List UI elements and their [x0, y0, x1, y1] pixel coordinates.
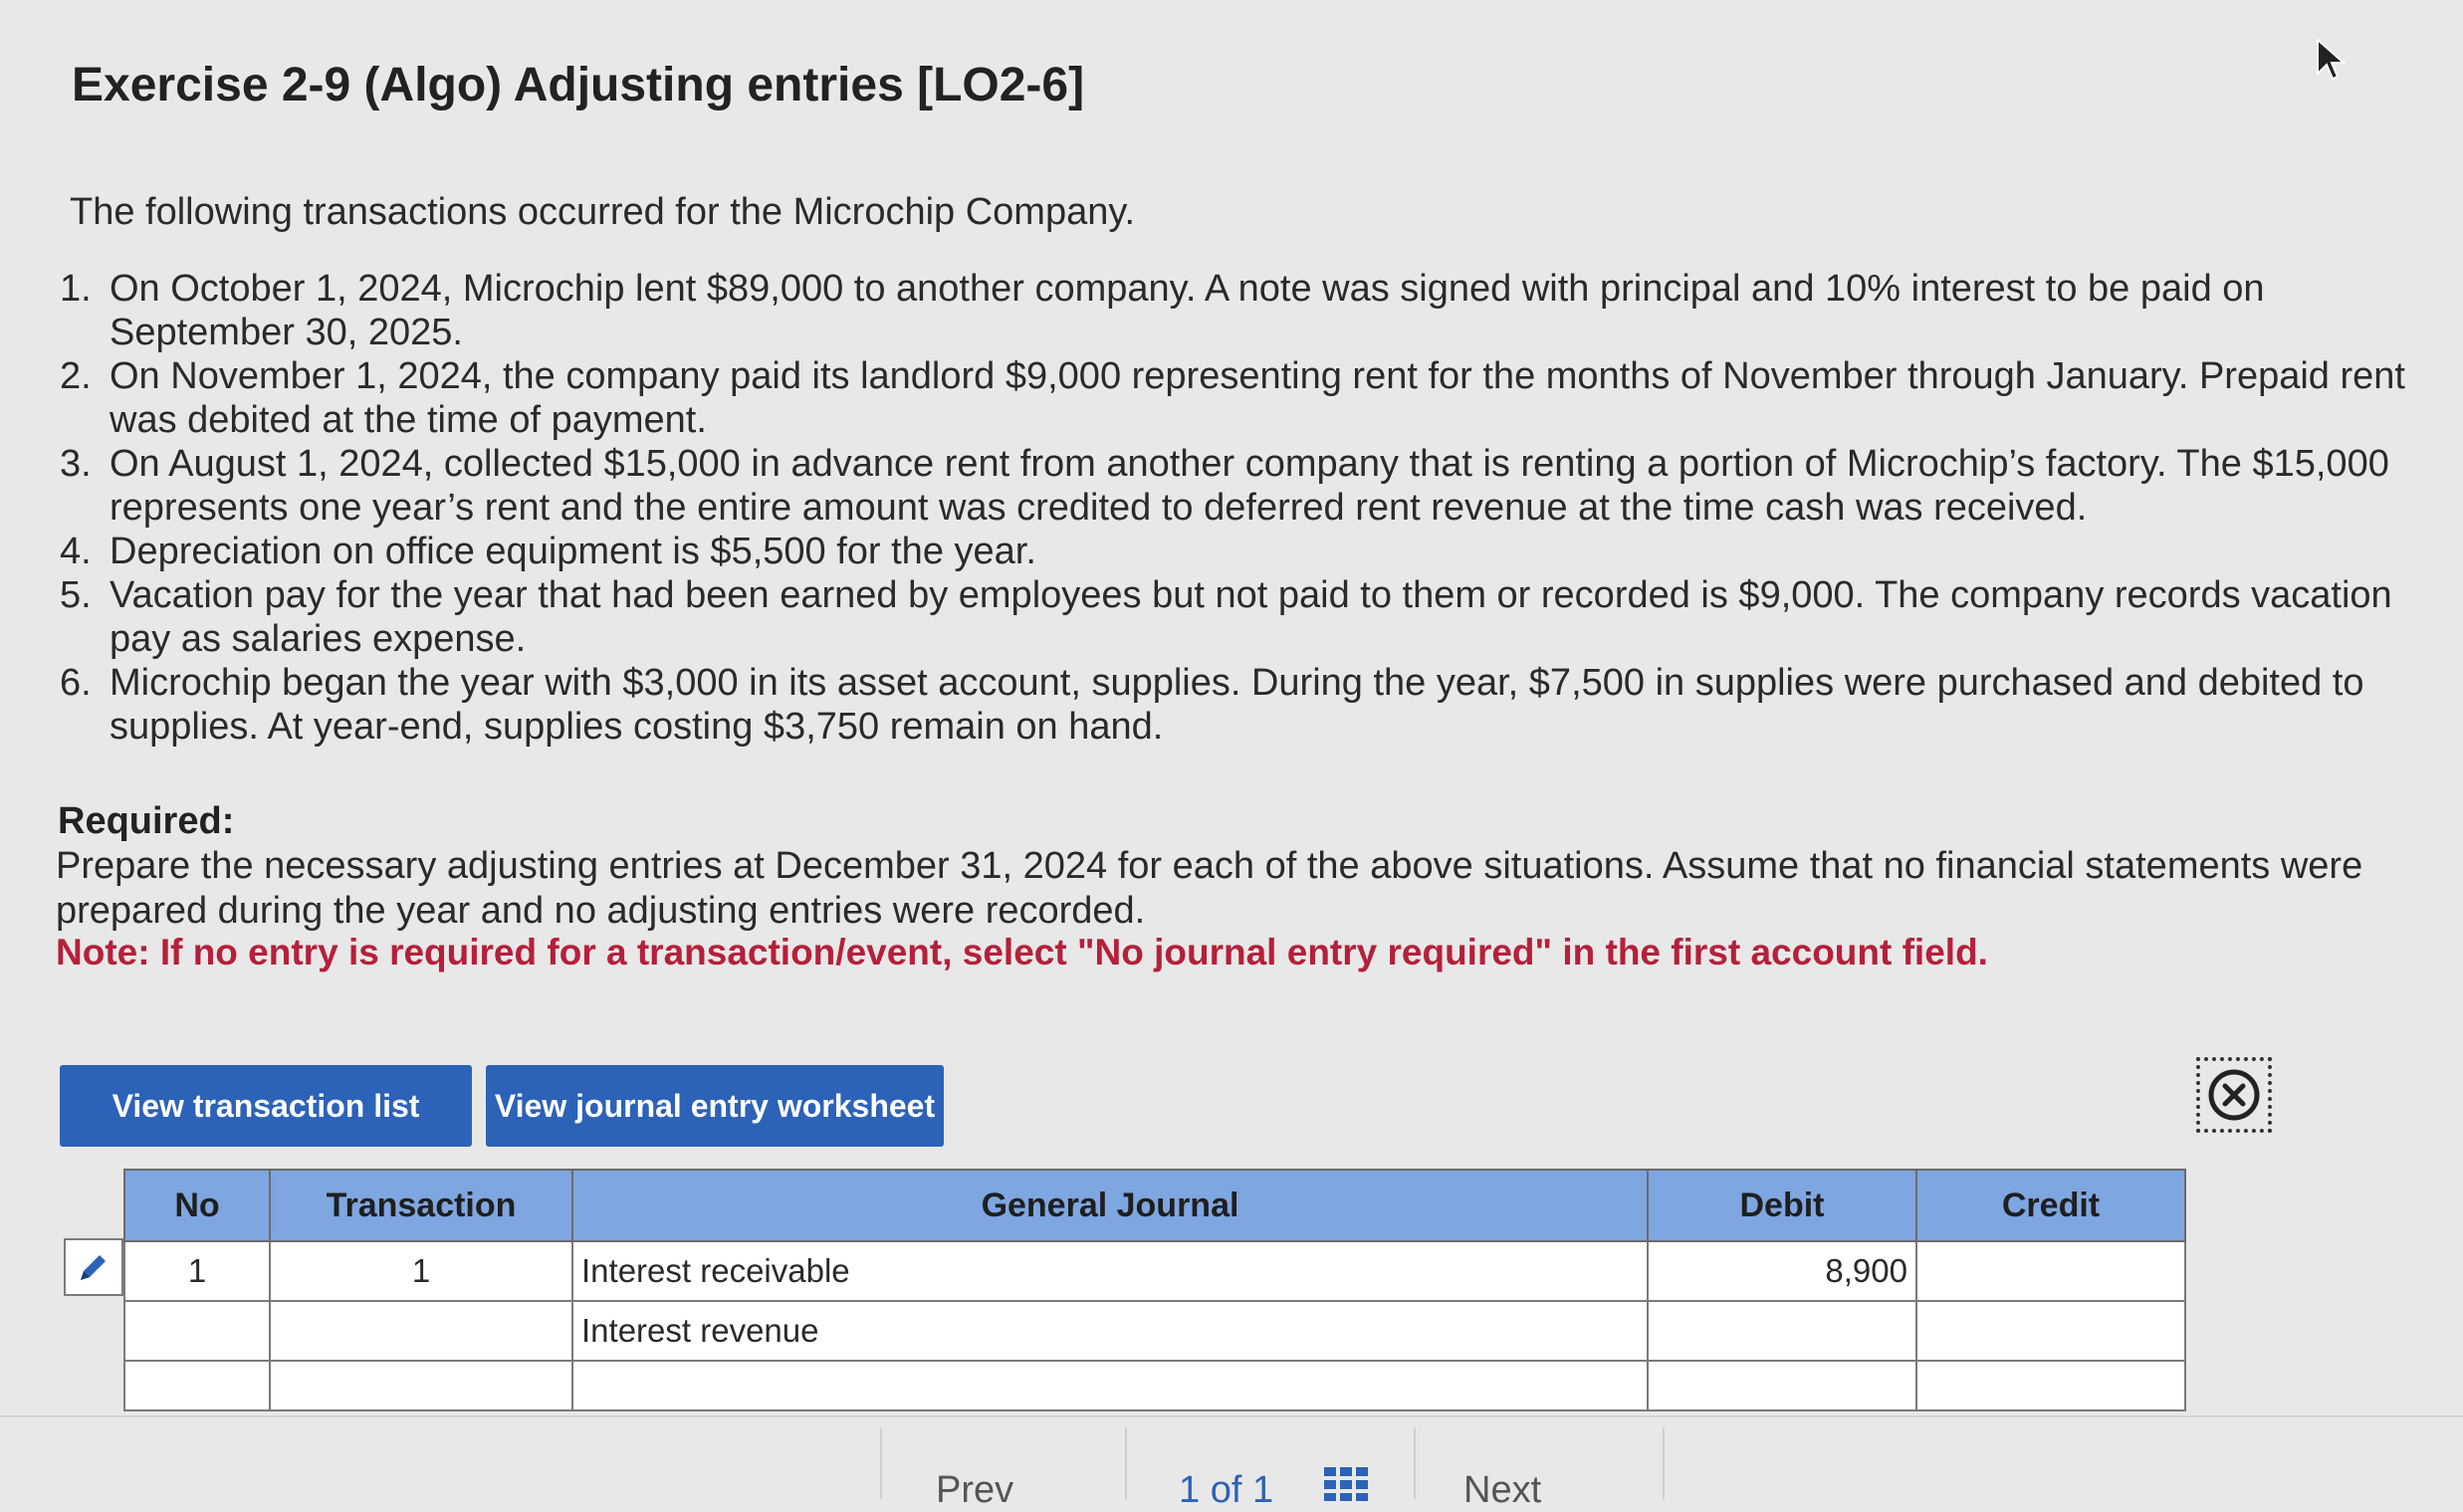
next-button[interactable]: Next	[1463, 1469, 1542, 1511]
row-transaction: 1	[270, 1241, 572, 1301]
row-account	[572, 1361, 1648, 1410]
row-account: Interest receivable	[572, 1241, 1648, 1301]
view-transaction-list-button[interactable]: View transaction list	[60, 1065, 472, 1147]
row-no	[124, 1301, 270, 1361]
required-label: Required:	[58, 800, 235, 842]
row-debit: 8,900	[1648, 1241, 1916, 1301]
transaction-item: 4. Depreciation on office equipment is $5,500 for the year.	[60, 531, 1036, 572]
table-row	[124, 1361, 2185, 1410]
edit-entry-button[interactable]	[64, 1238, 123, 1296]
transaction-list	[60, 267, 2419, 749]
column-header-no: No	[124, 1170, 270, 1241]
close-button[interactable]	[2196, 1057, 2272, 1133]
row-no: 1	[124, 1241, 270, 1301]
row-credit	[1916, 1301, 2185, 1361]
transaction-item: 5. Vacation pay for the year that had been earned by employees but not paid to them or recorded is $9,000. The company records vacation pay as salaries expense.	[60, 574, 2392, 660]
table-row	[124, 1301, 2185, 1361]
column-header-credit: Credit	[1916, 1170, 2185, 1241]
row-transaction	[270, 1301, 572, 1361]
grid-icon[interactable]	[1324, 1467, 1368, 1501]
row-account: Interest revenue	[572, 1301, 1648, 1361]
transaction-item: 3. On August 1, 2024, collected $15,000 in advance rent from another company that is renting a portion of Microchip’s factory. The $15,000 represents one year’s rent and the entire amount was credited to deferred rent revenue at the time cash was received.	[60, 443, 2389, 529]
row-credit	[1916, 1241, 2185, 1301]
column-header-transaction: Transaction	[270, 1170, 572, 1241]
pager-divider	[1663, 1427, 1665, 1499]
required-text: Prepare the necessary adjusting entries at December 31, 2024 for each of the above situations. Assume that no financial statements were prepared during the year and no adjusting entries were recorded.	[56, 845, 2363, 932]
page-position[interactable]: 1 of 1	[1179, 1469, 1274, 1511]
transaction-item: 2. On November 1, 2024, the company paid its landlord $9,000 representing rent for the months of November through January. Prepaid rent was debited at the time of payment.	[60, 355, 2405, 441]
exercise-title: Exercise 2-9 (Algo) Adjusting entries [LO2-6]	[72, 59, 1085, 111]
row-debit	[1648, 1301, 1916, 1361]
note-text: Note: If no entry is required for a transaction/event, select "No journal entry required" in the first account field.	[56, 932, 1988, 972]
pager-divider	[1125, 1427, 1127, 1499]
view-journal-entry-worksheet-button[interactable]: View journal entry worksheet	[486, 1065, 944, 1147]
pagination-bar	[0, 1415, 2463, 1511]
mouse-cursor-icon	[2316, 38, 2346, 82]
table-header-row	[124, 1170, 2185, 1241]
intro-text: The following transactions occurred for the Microchip Company.	[70, 191, 1136, 233]
row-debit	[1648, 1361, 1916, 1410]
row-transaction	[270, 1361, 572, 1410]
table-row	[124, 1241, 2185, 1301]
close-circle-icon	[2206, 1067, 2262, 1123]
pager-divider	[1414, 1427, 1416, 1499]
column-header-general-journal: General Journal	[572, 1170, 1648, 1241]
transaction-item: 1. On October 1, 2024, Microchip lent $89,000 to another company. A note was signed with principal and 10% interest to be paid on September 30, 2025.	[60, 268, 2265, 353]
row-credit	[1916, 1361, 2185, 1410]
pencil-icon	[76, 1249, 112, 1285]
general-journal-table	[123, 1169, 2186, 1411]
pager-divider	[880, 1427, 882, 1499]
transaction-item: 6. Microchip began the year with $3,000 in its asset account, supplies. During the year, $7,500 in supplies were purchased and debited to supplies. At year-end, supplies costing $3,750 remain on hand.	[60, 662, 2364, 748]
prev-button[interactable]: Prev	[936, 1469, 1014, 1511]
row-no	[124, 1361, 270, 1410]
column-header-debit: Debit	[1648, 1170, 1916, 1241]
